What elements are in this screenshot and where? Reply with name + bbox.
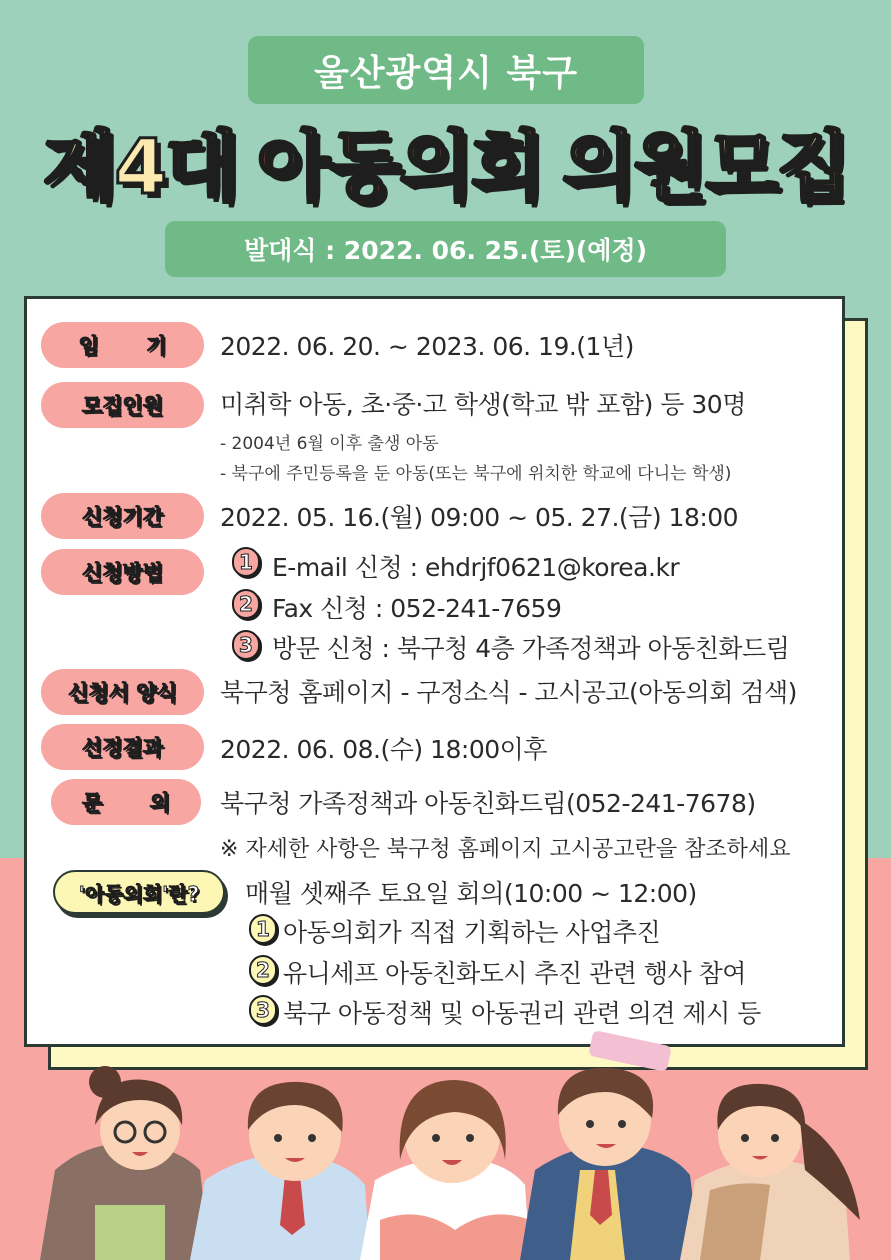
children-illustration (0, 1020, 891, 1260)
method-label: 신청방법 (41, 549, 204, 595)
about-number-1: 1 (249, 914, 277, 944)
about-item-3: 북구 아동정책 및 아동권리 관련 의견 제시 등 (283, 999, 761, 1028)
term-value: 2022. 06. 20. ~ 2023. 06. 19.(1년) (220, 332, 634, 361)
recruit-condition-1: - 2004년 6월 이후 출생 아동 (220, 434, 439, 454)
contact-label: 문 의 (51, 779, 201, 825)
period-label: 신청기간 (41, 493, 204, 539)
about-item-1: 아동의회가 직접 기획하는 사업추진 (283, 918, 661, 947)
form-label: 신청서 양식 (41, 669, 204, 715)
child-illustration-3 (360, 1080, 530, 1260)
child-illustration-4 (520, 1030, 700, 1260)
ceremony-date: 발대식 : 2022. 06. 25.(토)(예정) (243, 236, 648, 265)
child-illustration-1 (40, 1066, 210, 1260)
method-number-2: 2 (232, 589, 260, 619)
method-number-1: 1 (232, 547, 260, 577)
form-value: 북구청 홈페이지 - 구정소식 - 고시공고(아동의회 검색) (220, 678, 797, 707)
result-value: 2022. 06. 08.(수) 18:00이후 (220, 735, 547, 764)
method-number-3: 3 (232, 630, 260, 660)
about-number-3: 3 (249, 995, 277, 1025)
result-label: 선정결과 (41, 724, 204, 770)
period-value: 2022. 05. 16.(월) 09:00 ~ 05. 27.(금) 18:00 (220, 503, 739, 532)
organization-name: 울산광역시 북구 (314, 52, 578, 94)
method-email: E-mail 신청 : ehdrjf0621@korea.kr (272, 553, 680, 582)
about-item-2: 유니세프 아동친화도시 추진 관련 행사 참여 (283, 959, 746, 988)
method-visit: 방문 신청 : 북구청 4층 가족정책과 아동친화드림 (272, 634, 790, 663)
notice-text: ※ 자세한 사항은 북구청 홈페이지 고시공고란을 참조하세요 (220, 837, 791, 862)
ceremony-date-banner (165, 221, 726, 277)
headline-part-3: 의원모집 (562, 121, 849, 211)
about-label: '아동의회'란? (53, 870, 225, 914)
child-illustration-5 (680, 1084, 860, 1260)
about-meeting-schedule: 매월 셋째주 토요일 회의(10:00 ~ 12:00) (245, 879, 697, 908)
organization-banner (248, 36, 644, 104)
recruit-condition-2: - 북구에 주민등록을 둔 아동(또는 북구에 위치한 학교에 다니는 학생) (220, 464, 732, 484)
child-illustration-2 (190, 1082, 370, 1260)
recruit-label: 모집인원 (41, 382, 204, 428)
headline-part-2: 아동의회 (256, 121, 543, 211)
poster-headline (0, 112, 891, 211)
term-label: 임 기 (41, 322, 204, 368)
contact-value: 북구청 가족정책과 아동친화드림(052-241-7678) (220, 789, 756, 818)
recruit-value: 미취학 아동, 초·중·고 학생(학교 밖 포함) 등 30명 (220, 390, 746, 419)
headline-part-1: 제4대 (42, 121, 237, 211)
method-fax: Fax 신청 : 052-241-7659 (272, 594, 562, 623)
about-number-2: 2 (249, 955, 277, 985)
info-panel (24, 296, 845, 1047)
